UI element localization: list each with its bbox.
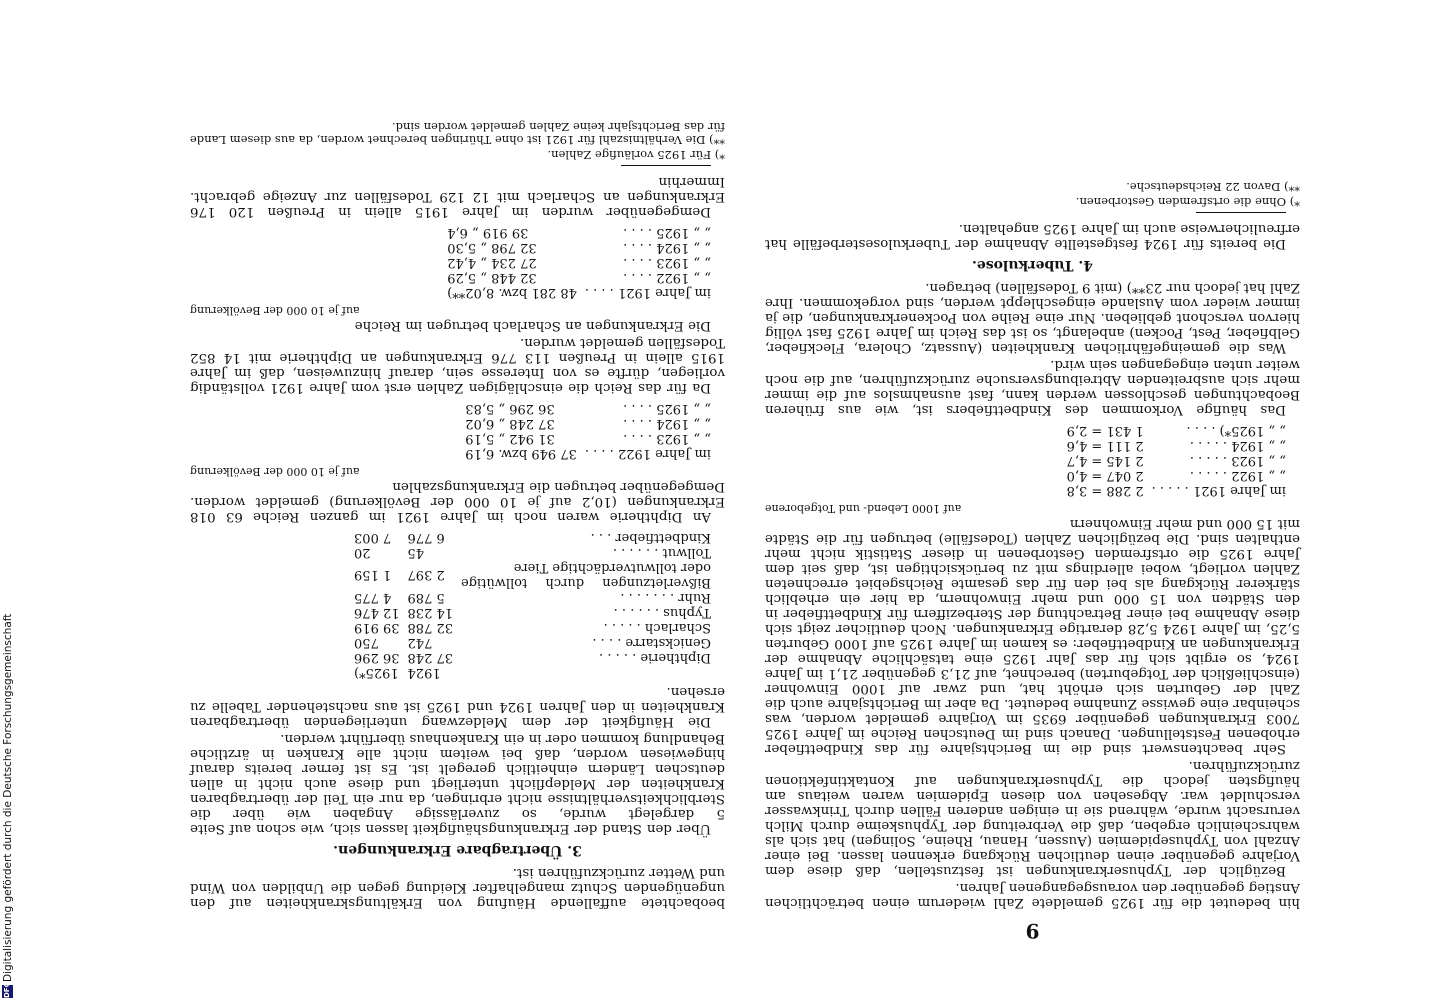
table-cell: 2 145 = 4,7	[1066, 453, 1144, 468]
paragraph: Was die gemeingefährlichen Krankheiten (Aussatz, Cholera, Fleckfieber, Gelbfieber, Pest, Pocken) anbelangt, so ist das Reich im Jahre 1925 fast völlig hiervon verschont geblieben. Nur eine Reihe von Pockenerkrankungen, die ja immer wieder vom Auslande eingeschleppt werden, sind vorgekommen. Ihre Zahl hat jedoch nur 23**) (mit 9 Todesfällen) betragen.	[765, 280, 1300, 355]
table-row	[461, 446, 715, 461]
table-cell: 39 919 „ 6,4	[447, 225, 529, 240]
table-cell: 31 942 „ 5,19	[465, 431, 555, 446]
table-row	[350, 560, 715, 590]
table-cell: im Jahre 1921 . . . . .	[1151, 483, 1286, 498]
page-number: 9	[1025, 919, 1040, 943]
table-row	[443, 285, 715, 300]
table-row	[461, 416, 715, 431]
table-unit-label: auf 1000 Lebend- und Totgeborene	[765, 502, 962, 515]
table-cell: Diphtherie . . . . .	[599, 650, 711, 665]
footnote: **) Davon 22 Reichsdeutsche.	[1126, 180, 1300, 194]
paragraph: Da für das Reich die einschlägigen Zahlen erst vom Jahre 1921 vollständig vorliegen, dürfte es von Interesse sein, darauf hinzuweisen, daß im Jahre 1915 allein in Preußen 113 776 Erkrankungen an Diphtherie mit 14 852 Todesfällen gemeldet wurden.	[190, 335, 725, 395]
table-cell: Ruhr . . . . . . .	[620, 590, 711, 605]
table-cell: Bißverletzungen durch tollwütige oder tollwutverdächtige Tiere	[461, 560, 711, 590]
diphtheria-table	[461, 401, 715, 461]
table-cell: 45	[407, 545, 425, 560]
table-cell: Typhus . . . . . .	[613, 605, 711, 620]
table-cell: 2 397	[407, 567, 445, 583]
disease-table	[350, 530, 715, 680]
table-cell: 5 789	[407, 590, 445, 605]
credit-text: Digitalisierung gefördert durch die Deutsche Forschungsgemeinschaft	[2, 613, 14, 982]
table-row	[350, 650, 715, 665]
paragraph: Die Erkrankungen an Scharlach betrugen im Reiche	[354, 318, 711, 333]
dfg-logo: DFG	[3, 981, 11, 998]
scarlet-fever-table	[443, 225, 715, 300]
table-cell: 12 476	[354, 605, 400, 620]
column-left	[190, 118, 725, 910]
paragraph: beobachtete auffallende Häufung von Erkältungskrankheiten auf den ungenügenden Schutz mangelhafter Kleidung gegen die Unbilden von Wind und Wetter zurückzuführen ist.	[190, 865, 725, 910]
table-cell: „ „ 1925*) . . . .	[1186, 423, 1286, 438]
table-unit-label: auf je 10 000 der Bevölkerung	[190, 304, 360, 317]
table-row	[443, 240, 715, 255]
table-row	[461, 431, 715, 446]
table-row	[350, 590, 715, 605]
table-cell: 20	[354, 545, 371, 560]
table-row	[1063, 453, 1290, 468]
table-cell: „ „ 1922 . . . .	[623, 270, 711, 285]
table-cell: 48 281 bzw. 8,02**)	[447, 285, 577, 300]
table-cell: 7 003	[354, 530, 392, 545]
digitization-credit	[0, 0, 16, 1000]
paragraph: Die Häufigkeit der dem Meldezwang unterliegenden übertragbaren Krankheiten in den Jahren 1924 und 1925 ist aus nachstehender Tabelle zu ersehen.	[190, 684, 725, 729]
table-row	[350, 530, 715, 545]
table-row	[461, 401, 715, 416]
paragraph: hin bedeutet die für 1925 gemeldete Zahl wiederum einen beträchtlichen Anstieg gegenüber den vorausgegangenen Jahren.	[765, 880, 1300, 910]
table-unit-label: auf je 10 000 der Bevölkerung	[190, 465, 360, 478]
paragraph: Über den Stand der Erkrankungshäufigkeit lassen sich, wie schon auf Seite 5 dargelegt wurde, so zuverlässige Angaben wie über die Sterblichkeitsverhältnisse nicht erbringen, da nur ein Teil der übertragbaren Krankheiten der Meldepflicht unterliegt und diese auch nicht in allen deutschen Ländern einheitlich geregelt ist. Es ist ferner bereits darauf hingewiesen worden, daß bei weitem nicht alle Kranken in ärztliche Behandlung kommen oder in ein Krankenhaus überführt werden.	[190, 731, 725, 836]
table-cell: 32 448 „ 5,29	[447, 270, 537, 285]
rotated-document-page	[180, 40, 1300, 943]
table-row	[1063, 438, 1290, 453]
paragraph: Bezüglich der Typhuserkrankungen ist festzustellen, daß diese dem Vorjahre gegenüber einen deutlichen Rückgang erkennen lassen. Bei einer Anzahl von Typhusepidemien (Aussen, Hanau, Rheine, Solingen) hat sich als wahrscheinlich ergeben, daß die Verbreitung der Typhuskeime durch Milch verursacht wurde, während sie in einigen anderen Fällen durch Trinkwasser verschuldet war. Abgesehen von diesen Epidemien waren weitaus am häufigsten jedoch die Typhuserkrankungen auf Kontaktinfektionen zurückzuführen.	[765, 758, 1300, 878]
table-row	[350, 605, 715, 620]
table-cell: „ „ 1923 . . . .	[623, 431, 711, 446]
table-cell: 32 798 „ 5,30	[447, 240, 537, 255]
puerperal-fever-table	[1063, 423, 1290, 498]
table-row	[350, 620, 715, 635]
table-cell: 742	[407, 635, 433, 650]
paragraph: Die bereits für 1924 festgestellte Abnahme der Tuberkulosesterbefälle hat erfreulicherweise auch im Jahre 1925 angehalten.	[765, 221, 1300, 251]
paragraph: Das häufige Vorkommen des Kindbettfiebers ist, wie aus früheren Beobachtungen geschlossen werden kann, fast ausnahmslos auf die immer mehr sich ausbreitenden Abtreibungsversuche zurückzuführen, auf die noch weiter unten eingegangen sein wird.	[765, 357, 1300, 417]
table-header-cell: 1924	[407, 665, 441, 680]
table-cell: 39 919	[354, 620, 400, 635]
table-cell: 36 296 „ 5,83	[465, 401, 555, 416]
table-cell: 2 288 = 3,8	[1066, 483, 1144, 498]
table-cell: Kindbettfieber . . .	[590, 530, 711, 545]
table-cell: 37 949 bzw. 6,19	[465, 446, 577, 461]
table-cell: 750	[354, 635, 379, 650]
table-cell: 32 788	[407, 620, 453, 635]
table-header-cell	[457, 665, 715, 680]
table-cell: 2 111 = 4,6	[1066, 438, 1144, 453]
section-heading: 3. Übertragbare Erkrankungen.	[333, 842, 582, 858]
footnote: *) Für 1925 vorläufige Zahlen.	[547, 148, 725, 162]
table-cell: „ „ 1923 . . . . .	[1189, 453, 1286, 468]
footnote-divider	[1196, 212, 1286, 213]
table-row	[350, 635, 715, 650]
table-cell: „ „ 1924 . . . .	[623, 416, 711, 431]
paragraph: Sehr beachtenswert sind die im Berichtsjahre für das Kindbettfieber erhobenen Feststellungen. Danach sind im Deutschen Reiche im Jahre 1925 7003 Erkrankungen gegenüber 6935 im Vorjahre gemeldet worden, was scheinbar eine gewisse Zunahme bedeutet. Da aber im Berichtsjahre auch die Zahl der Geburten sich erhöht hat, und zwar auf 1000 Einwohner (einschließlich der Totgeburten) berechnet, auf 21,3 gegenüber 21,1 im Jahre 1924, so ergibt sich für das Jahr 1925 eine tatsächliche Abnahme der Erkrankungen an Kindbettfieber: es kamen im Jahre 1925 auf 1000 Geburten 5,25, im Jahre 1924 5,28 derartige Erkrankungen. Noch deutlicher zeigt sich diese Abnahme bei einer Betrachtung der Sterbeziffern für Kindbettfieber in den Städten von 15 000 und mehr Einwohnern, da hier ein erheblich stärkerer Rückgang als bei den für das gesamte Reichsgebiet errechneten Zahlen vorliegt, wobei allerdings mit zu berücksichtigen ist, daß seit dem Jahre 1925 die ortsfremden Gestorbenen in dieser Statistik nicht mehr enthalten sind. Die bezüglichen Zahlen (Todesfälle) betrugen für die Städte mit 15 000 und mehr Einwohnern	[765, 516, 1300, 756]
table-cell: 4 775	[354, 590, 392, 605]
table-row	[443, 270, 715, 285]
table-cell: 27 234 „ 4,42	[447, 255, 537, 270]
table-cell: Scharlach . . . . .	[603, 620, 711, 635]
paragraph: Demgegenüber wurden im Jahre 1915 allein in Preußen 120 176 Erkrankungen an Scharlach mit 12 129 Todesfällen zur Anzeige gebracht. Immerhin	[190, 174, 725, 219]
table-row	[1063, 468, 1290, 483]
table-header-row	[350, 665, 715, 680]
table-cell: „ „ 1925 . . . .	[623, 401, 711, 416]
footnote: **) Die Verhältniszahl für 1921 ist ohne Thüringen berechnet worden, da aus diesem Lande für das Berichtsjahr keine Zahlen gemeldet worden sind.	[190, 120, 725, 147]
table-row	[350, 545, 715, 560]
table-cell: 6 776	[407, 530, 445, 545]
table-cell: „ „ 1922 . . . . .	[1189, 468, 1286, 483]
table-cell: 37 248	[407, 650, 453, 665]
paragraph: An Diphtherie waren noch im Jahre 1921 im ganzen Reiche 63 018 Erkrankungen (10,2 auf je 10 000 der Bevölkerung) gemeldet worden. Demgegenüber betrugen die Erkrankungszahlen	[190, 479, 725, 524]
table-row	[443, 255, 715, 270]
footnote-divider	[621, 165, 711, 166]
table-cell: im Jahre 1921 . . . .	[584, 285, 711, 300]
table-cell: im Jahre 1922 . . . .	[584, 446, 711, 461]
section-heading: 4. Tuberkulose.	[971, 257, 1094, 273]
footnote: *) Ohne die ortsfremden Gestorbenen.	[1075, 195, 1300, 209]
table-cell: 1 431 = 2,9	[1066, 423, 1144, 438]
table-cell: 1 159	[354, 567, 392, 583]
table-cell: 37 248 „ 6,02	[465, 416, 555, 431]
table-cell: Tollwut . . . . . .	[612, 545, 711, 560]
table-row	[1063, 423, 1290, 438]
column-right	[765, 178, 1300, 943]
table-cell: „ „ 1924 . . . .	[623, 240, 711, 255]
table-row	[1063, 483, 1290, 498]
table-cell: 36 296	[354, 650, 400, 665]
table-row	[443, 225, 715, 240]
table-cell: Genickstarre . . . .	[592, 635, 711, 650]
table-cell: 14 238	[407, 605, 453, 620]
table-cell: 2 047 = 4,0	[1066, 468, 1144, 483]
table-cell: „ „ 1923 . . . .	[623, 255, 711, 270]
table-cell: „ „ 1925 . . . .	[623, 225, 711, 240]
table-cell: „ „ 1924 . . . . .	[1189, 438, 1286, 453]
table-header-cell: 1925*)	[354, 665, 399, 680]
